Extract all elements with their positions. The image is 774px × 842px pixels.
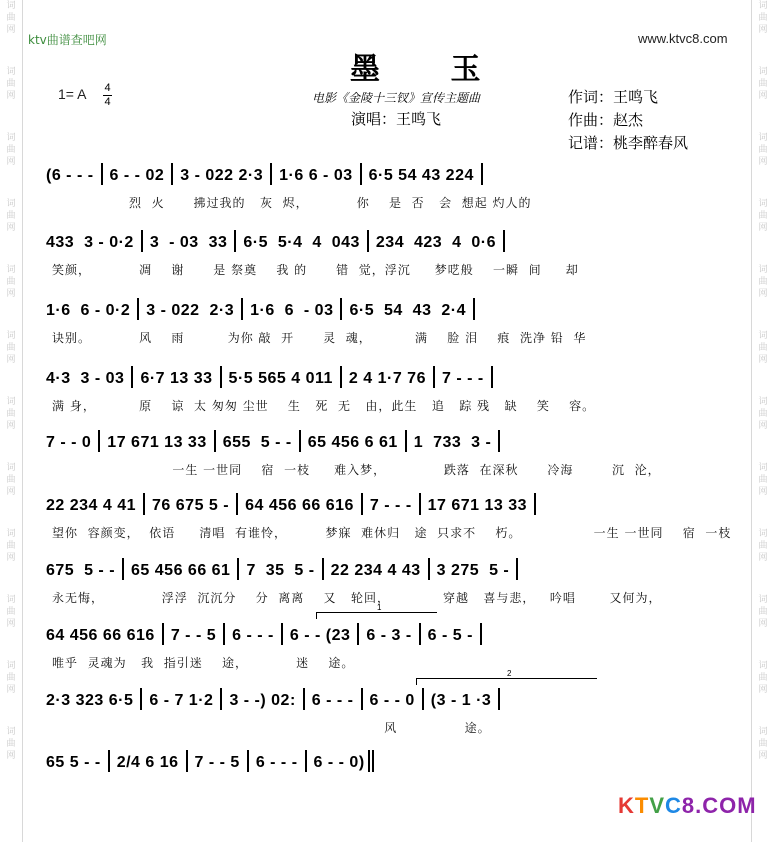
watermark-char: 网 xyxy=(6,751,16,761)
watermark-char: 网 xyxy=(758,223,768,233)
score-line xyxy=(46,690,726,710)
lyricist-credit: 作词：王鸣飞 xyxy=(568,88,659,106)
watermark-char: 网 xyxy=(6,619,16,629)
watermark-char: 曲 xyxy=(758,211,768,221)
lyric-line: 满 身， 原 谅 太 匆匆 尘世 生 死 无 由，此生 追 踪 残 缺 笑 容。 xyxy=(52,399,596,413)
watermark-char: 曲 xyxy=(758,673,768,683)
barline xyxy=(498,430,500,452)
watermark-unit xyxy=(6,330,15,366)
watermark-char: 曲 xyxy=(6,475,16,485)
watermark-unit xyxy=(6,396,15,432)
watermark-char: 网 xyxy=(758,157,768,167)
measure: 5·5 565 4 011 xyxy=(228,370,333,388)
measure: 6 - - 0) xyxy=(313,754,365,772)
barline xyxy=(234,230,236,252)
measure: 6 - - 0 xyxy=(369,692,415,710)
score-line xyxy=(46,232,726,252)
measure: 7 - - - xyxy=(441,370,484,388)
barline xyxy=(236,493,238,515)
watermark-char: 曲 xyxy=(6,343,16,353)
watermark-char: 词 xyxy=(6,265,16,275)
barline xyxy=(360,163,362,185)
barline xyxy=(143,493,145,515)
barline xyxy=(372,750,374,772)
singer-credit: 演唱：王鸣飞 xyxy=(351,110,442,128)
watermark-char: 词 xyxy=(758,265,768,275)
site-url: www.ktvc8.com xyxy=(638,31,728,46)
watermark-char: 网 xyxy=(758,751,768,761)
barline xyxy=(516,558,518,580)
barline xyxy=(237,558,239,580)
lyric-line: 唯乎 灵魂为 我 指引迷 途， 迷 途。 xyxy=(52,656,355,670)
measure: 6 - - - xyxy=(255,754,298,772)
score-line xyxy=(46,432,726,452)
watermark-char: 网 xyxy=(758,91,768,101)
watermark-char: 网 xyxy=(6,289,16,299)
measure: 2/4 6 16 xyxy=(116,754,179,772)
time-signature xyxy=(103,83,112,108)
watermark-char: 网 xyxy=(6,91,16,101)
ktvc8-logo xyxy=(618,793,757,819)
measure: 1·6 6 - 03 xyxy=(279,167,353,185)
logo-part-t: T xyxy=(634,793,650,818)
watermark-char: 曲 xyxy=(6,409,16,419)
watermark-char: 网 xyxy=(758,25,768,35)
barline xyxy=(361,688,363,710)
watermark-unit xyxy=(6,66,15,102)
lyric-line: 永无悔， 浮浮 沉沉分 分 离离 又 轮回， 穿越 喜与悲， 吟唱 又何为， xyxy=(52,591,662,605)
subtitle: 电影《金陵十三钗》宣传主题曲 xyxy=(312,91,481,105)
composer-credit: 作曲：赵杰 xyxy=(568,111,644,129)
measure: 2·3 323 6·5 xyxy=(46,692,134,710)
barline xyxy=(141,230,143,252)
watermark-char: 词 xyxy=(6,133,16,143)
watermark-char: 曲 xyxy=(6,277,16,287)
watermark-unit xyxy=(6,264,15,300)
barline xyxy=(361,493,363,515)
barline xyxy=(270,163,272,185)
watermark-char: 词 xyxy=(758,331,768,341)
barline xyxy=(367,230,369,252)
watermark-char: 词 xyxy=(758,595,768,605)
measure: 6 - 3 - xyxy=(366,627,412,645)
barline xyxy=(131,366,133,388)
watermark-char: 曲 xyxy=(758,79,768,89)
score-line xyxy=(46,625,726,645)
score-line xyxy=(46,495,726,515)
measure: 3 - -) 02: xyxy=(229,692,296,710)
measure: 22 234 4 41 xyxy=(46,497,137,515)
logo-part-v: V xyxy=(649,793,666,818)
measure: 3 275 5 - xyxy=(436,562,510,580)
measure: 6 - - 02 xyxy=(109,167,165,185)
barline xyxy=(534,493,536,515)
barline xyxy=(241,298,243,320)
watermark-char: 词 xyxy=(758,529,768,539)
watermark-char: 词 xyxy=(6,199,16,209)
watermark-char: 网 xyxy=(758,355,768,365)
measure: (6 - - - xyxy=(46,167,94,185)
watermark-unit xyxy=(6,198,15,234)
time-sig-top: 4 xyxy=(104,82,111,94)
barline xyxy=(419,623,421,645)
measure: 76 675 5 - xyxy=(152,497,230,515)
measure: 1 733 3 - xyxy=(413,434,492,452)
watermark-char: 词 xyxy=(6,67,16,77)
measure: 6 - - - xyxy=(232,627,274,645)
left-watermark-strip xyxy=(0,0,23,842)
measure: 7 - - 5 xyxy=(194,754,240,772)
watermark-char: 词 xyxy=(6,1,16,11)
measure: 234 423 4 0·6 xyxy=(375,234,496,252)
measure: 2 4 1·7 76 xyxy=(348,370,426,388)
watermark-unit xyxy=(758,0,767,36)
watermark-unit xyxy=(758,594,767,630)
watermark-char: 曲 xyxy=(758,409,768,419)
watermark-char: 词 xyxy=(758,1,768,11)
barline xyxy=(247,750,249,772)
watermark-unit xyxy=(758,726,767,762)
logo-part-rest: 8.COM xyxy=(681,793,757,818)
barline xyxy=(422,688,424,710)
lyric-line: 诀别。 风 雨 为你 敲 开 灵 魂， 满 脸 泪 痕 洗净 铅 华 xyxy=(52,331,587,345)
barline xyxy=(101,163,103,185)
measure: 433 3 - 0·2 xyxy=(46,234,134,252)
watermark-char: 词 xyxy=(758,727,768,737)
barline xyxy=(305,750,307,772)
barline xyxy=(299,430,301,452)
measure: 6 - - - xyxy=(311,692,354,710)
watermark-char: 词 xyxy=(758,661,768,671)
measure: (3 - 1 ·3 xyxy=(430,692,492,710)
barline xyxy=(171,163,173,185)
watermark-char: 曲 xyxy=(6,79,16,89)
barline xyxy=(433,366,435,388)
barline xyxy=(122,558,124,580)
barline xyxy=(340,298,342,320)
watermark-char: 词 xyxy=(758,67,768,77)
measure: 655 5 - - xyxy=(222,434,292,452)
measure: 6·7 13 33 xyxy=(140,370,213,388)
watermark-unit xyxy=(758,462,767,498)
measure: 6 - 7 1·2 xyxy=(149,692,214,710)
watermark-unit xyxy=(758,660,767,696)
watermark-char: 曲 xyxy=(758,13,768,23)
watermark-unit xyxy=(758,66,767,102)
barline xyxy=(281,623,283,645)
measure: 7 - - 0 xyxy=(46,434,92,452)
watermark-char: 词 xyxy=(758,133,768,143)
barline xyxy=(140,688,142,710)
lyric-line: 一生 一世同 宿 一枝 难入梦， 跌落 在深秋 冷海 沉 沦， xyxy=(52,463,661,477)
watermark-char: 曲 xyxy=(6,607,16,617)
barline xyxy=(186,750,188,772)
watermark-char: 网 xyxy=(6,487,16,497)
watermark-char: 曲 xyxy=(758,607,768,617)
score-line xyxy=(46,752,726,772)
watermark-char: 曲 xyxy=(6,541,16,551)
song-title: 墨 玉 xyxy=(350,52,511,87)
barline xyxy=(491,366,493,388)
barline xyxy=(340,366,342,388)
barline xyxy=(137,298,139,320)
score-line xyxy=(46,560,726,580)
watermark-char: 曲 xyxy=(758,277,768,287)
barline xyxy=(481,163,483,185)
barline xyxy=(223,623,225,645)
measure: 17 671 13 33 xyxy=(427,497,528,515)
watermark-char: 曲 xyxy=(6,211,16,221)
measure: 4·3 3 - 03 xyxy=(46,370,125,388)
measure: 675 5 - - xyxy=(46,562,116,580)
measure: 6 - - (23 xyxy=(289,627,351,645)
barline xyxy=(405,430,407,452)
watermark-char: 词 xyxy=(6,595,16,605)
logo-part-c: C xyxy=(665,793,682,818)
watermark-char: 词 xyxy=(758,463,768,473)
watermark-char: 网 xyxy=(758,685,768,695)
barline xyxy=(473,298,475,320)
logo-part-k: K xyxy=(618,793,635,818)
key-signature: 1= A xyxy=(58,86,87,102)
watermark-char: 网 xyxy=(758,289,768,299)
barline xyxy=(162,623,164,645)
measure: 7 35 5 - xyxy=(246,562,315,580)
watermark-unit xyxy=(6,132,15,168)
watermark-char: 网 xyxy=(758,619,768,629)
barline xyxy=(498,688,500,710)
watermark-unit xyxy=(758,528,767,564)
watermark-char: 曲 xyxy=(6,145,16,155)
watermark-char: 词 xyxy=(758,199,768,209)
barline xyxy=(357,623,359,645)
measure: 7 - - - xyxy=(369,497,412,515)
watermark-unit xyxy=(758,132,767,168)
barline xyxy=(98,430,100,452)
watermark-char: 网 xyxy=(6,421,16,431)
watermark-char: 曲 xyxy=(758,145,768,155)
watermark-unit xyxy=(758,330,767,366)
score-line xyxy=(46,368,726,388)
watermark-char: 网 xyxy=(6,355,16,365)
barline xyxy=(214,430,216,452)
measure: 6 - 5 - xyxy=(427,627,473,645)
watermark-char: 网 xyxy=(758,553,768,563)
watermark-unit xyxy=(758,264,767,300)
watermark-unit xyxy=(6,660,15,696)
watermark-unit xyxy=(6,726,15,762)
watermark-char: 网 xyxy=(6,223,16,233)
barline xyxy=(322,558,324,580)
watermark-char: 网 xyxy=(6,157,16,167)
barline xyxy=(419,493,421,515)
barline xyxy=(503,230,505,252)
watermark-char: 词 xyxy=(6,529,16,539)
measure: 64 456 66 616 xyxy=(245,497,354,515)
watermark-char: 词 xyxy=(6,463,16,473)
watermark-char: 曲 xyxy=(6,739,16,749)
watermark-char: 词 xyxy=(6,727,16,737)
measure: 65 456 66 61 xyxy=(131,562,231,580)
time-sig-bottom: 4 xyxy=(104,96,111,108)
site-watermark-top: ktv曲谱查吧网 xyxy=(28,33,107,47)
barline xyxy=(220,688,222,710)
watermark-unit xyxy=(6,462,15,498)
barline xyxy=(220,366,222,388)
watermark-char: 曲 xyxy=(758,739,768,749)
watermark-char: 网 xyxy=(758,487,768,497)
watermark-char: 词 xyxy=(6,331,16,341)
watermark-char: 网 xyxy=(6,25,16,35)
measure: 1·6 6 - 03 xyxy=(250,302,334,320)
score-line xyxy=(46,165,726,185)
measure: 3 - 022 2·3 xyxy=(180,167,264,185)
volta-1: 1 xyxy=(316,612,437,619)
watermark-char: 词 xyxy=(6,397,16,407)
measure: 3 - 03 33 xyxy=(149,234,228,252)
right-watermark-strip xyxy=(751,0,774,842)
watermark-unit xyxy=(758,198,767,234)
watermark-char: 曲 xyxy=(6,673,16,683)
volta-2: 2 xyxy=(416,678,597,685)
watermark-char: 网 xyxy=(758,421,768,431)
watermark-char: 词 xyxy=(758,397,768,407)
measure: 64 456 66 616 xyxy=(46,627,155,645)
barline xyxy=(428,558,430,580)
measure: 3 - 022 2·3 xyxy=(146,302,235,320)
lyric-line: 望你 容颜变， 依语 清唱 有谁怜， 梦寐 难休归 途 只求不 朽。 一生 一世同 宿 一枝 xyxy=(52,526,732,540)
watermark-char: 网 xyxy=(6,553,16,563)
watermark-unit xyxy=(6,594,15,630)
lyric-line: 笑颜， 凋 谢 是 祭奠 我 的 错 觉，浮沉 梦呓般 一瞬 间 却 xyxy=(52,263,579,277)
watermark-unit xyxy=(6,0,15,36)
measure: 17 671 13 33 xyxy=(107,434,207,452)
measure: 6·5 54 43 224 xyxy=(368,167,474,185)
watermark-char: 曲 xyxy=(758,475,768,485)
watermark-char: 曲 xyxy=(758,343,768,353)
lyric-line: 风 途。 xyxy=(52,721,491,735)
measure: 7 - - 5 xyxy=(170,627,217,645)
transcriber-credit: 记谱：桃李醉春风 xyxy=(568,134,689,152)
score-line xyxy=(46,300,726,320)
barline xyxy=(108,750,110,772)
measure: 65 456 6 61 xyxy=(307,434,398,452)
watermark-char: 曲 xyxy=(6,13,16,23)
measure: 6·5 54 43 2·4 xyxy=(349,302,466,320)
watermark-char: 词 xyxy=(6,661,16,671)
lyric-line: 烈 火 拂过我的 灰 烬， 你 是 否 会 想起 灼人的 xyxy=(52,196,532,210)
watermark-char: 网 xyxy=(6,685,16,695)
measure: 65 5 - - xyxy=(46,754,101,772)
watermark-unit xyxy=(6,528,15,564)
barline xyxy=(480,623,482,645)
measure: 6·5 5·4 4 043 xyxy=(243,234,360,252)
barline xyxy=(303,688,305,710)
measure: 1·6 6 - 0·2 xyxy=(46,302,131,320)
watermark-char: 曲 xyxy=(758,541,768,551)
measure: 22 234 4 43 xyxy=(330,562,421,580)
watermark-unit xyxy=(758,396,767,432)
